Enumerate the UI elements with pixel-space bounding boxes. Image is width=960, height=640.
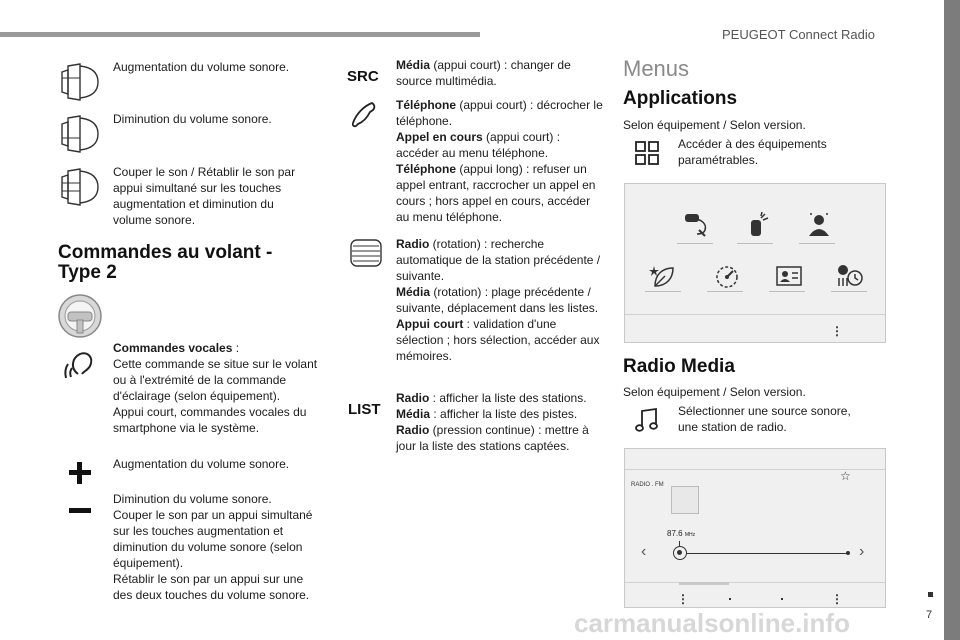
page-square-mark — [928, 592, 933, 597]
menus-title: Menus — [623, 56, 690, 81]
thumbwheel-text — [396, 236, 606, 364]
app-climate-clock-icon — [835, 262, 865, 290]
voice-command-bold: Commandes vocales — [113, 341, 233, 355]
app-gauge-icon — [713, 262, 741, 290]
list-label: LIST — [348, 401, 381, 418]
phone-desc-3: (appui long) : refuser un appel entrant, raccrocher un appel en cours ; hors appel en cours, accéder au menu téléphone. — [396, 162, 596, 224]
app-user-icon — [805, 210, 833, 238]
header-rule — [0, 32, 480, 37]
phone-bold-2: Appel en cours — [396, 130, 483, 144]
thumbwheel-bold-3: Appui court — [396, 317, 464, 331]
radio-source-more-icon[interactable]: ⋮ — [677, 592, 688, 606]
page-number: 7 — [926, 609, 933, 621]
previous-chevron-icon[interactable]: ‹ — [641, 543, 647, 560]
list-bold-2: Média — [396, 407, 431, 421]
voice-command-desc: Cette commande se situe sur le volant ou à l'extrémité de la commande d'éclairage (selon équipement). Appui court, commandes vocales du smartphone via le système. — [113, 357, 318, 435]
app-row2-line-4 — [831, 291, 867, 292]
app-row2-line-1 — [645, 291, 681, 292]
page-header-title: PEUGEOT Connect Radio — [722, 27, 875, 42]
right-margin-bar — [944, 0, 960, 640]
list-desc-2: : afficher la liste des pistes. — [430, 407, 578, 421]
radio-tab-indicator — [679, 582, 729, 585]
phone-desc-1: (appui court) : décrocher le téléphone. — [396, 98, 603, 128]
radio-screen-bottom-divider — [625, 582, 885, 583]
applications-intro: Selon équipement / Selon version. — [623, 118, 806, 132]
thumbwheel-bold-1: Radio — [396, 237, 430, 251]
volume-down-text-2: Diminution du volume sonore. Couper le son par un appui simultané sur les touches augmentation et diminution du volume sonore (selon équipement). Rétablir le son par un appui sur une des deux touches du volume sonore. — [113, 492, 313, 602]
mute-text: Couper le son / Rétablir le son par appui simultané sur les touches augmentation et diminution du volume sonore. — [113, 165, 296, 227]
phone-bold-3: Téléphone — [396, 162, 457, 176]
watermark: carmanualsonline.info — [574, 608, 850, 638]
frequency-value — [667, 529, 695, 538]
list-desc-3: (pression continue) : mettre à jour la liste des stations captées. — [396, 423, 589, 453]
list-bold-1: Radio — [396, 391, 430, 405]
steering-wheel-icon — [56, 292, 104, 340]
thumbwheel-icon — [349, 238, 383, 268]
voice-command-colon: : — [232, 341, 240, 355]
app-row1-line-2 — [737, 243, 773, 244]
voice-command-icon — [60, 344, 100, 384]
section-title-wheel-controls — [58, 243, 272, 283]
thumbwheel-bold-2: Média — [396, 285, 431, 299]
plus-icon — [69, 462, 91, 484]
list-text — [396, 390, 606, 454]
radio-band-label: RADIO . FM — [631, 482, 664, 488]
volume-up-text: Augmentation du volume sonore. — [113, 60, 290, 74]
app-car-icon — [743, 210, 771, 238]
mute-icon — [58, 167, 102, 207]
src-bold: Média — [396, 58, 431, 72]
next-chevron-icon[interactable]: › — [859, 543, 865, 560]
thumbwheel-desc-2: (rotation) : plage précédente / suivante, déplacement dans les listes. — [396, 285, 599, 315]
radio-media-title: Radio Media — [623, 356, 735, 377]
volume-up-icon — [58, 62, 102, 102]
src-label: SRC — [347, 68, 379, 85]
app-leaf-icon — [649, 262, 677, 290]
volume-up-text-2: Augmentation du volume sonore. — [113, 457, 290, 471]
frequency-slider-handle[interactable] — [673, 546, 687, 560]
list-bold-3: Radio — [396, 423, 430, 437]
app-row1-line-3 — [799, 243, 835, 244]
section-title-line-2: Type 2 — [58, 262, 117, 283]
station-artwork — [671, 486, 699, 514]
frequency-slider-track[interactable] — [680, 553, 848, 554]
volume-down-text: Diminution du volume sonore. — [113, 112, 272, 126]
music-note-icon — [634, 407, 660, 433]
radio-dot-2[interactable] — [781, 598, 783, 600]
phone-bold-1: Téléphone — [396, 98, 457, 112]
section-title-line-1: Commandes au volant - — [58, 242, 273, 263]
applications-title: Applications — [623, 88, 738, 109]
applications-screen — [624, 183, 886, 343]
thumbwheel-desc-3: : validation d'une sélection ; hors sélection, accéder aux mémoires. — [396, 317, 600, 363]
apps-grid-icon — [635, 141, 659, 165]
radio-screen — [624, 448, 886, 608]
app-row1-line-1 — [677, 243, 713, 244]
applications-desc: Accéder à des équipements paramétrables. — [678, 137, 827, 167]
volume-down-icon — [58, 114, 102, 154]
src-desc: (appui court) : changer de source multimédia. — [396, 58, 571, 88]
frequency-number: 87.6 — [667, 529, 683, 538]
phone-desc-2: (appui court) : accéder au menu téléphone. — [396, 130, 561, 160]
apps-screen-divider — [625, 314, 885, 315]
voice-command-text — [113, 340, 318, 436]
list-desc-1: : afficher la liste des stations. — [429, 391, 587, 405]
radio-more-icon[interactable]: ⋮ — [831, 592, 842, 606]
minus-icon — [69, 508, 91, 513]
phone-text — [396, 97, 606, 225]
phone-icon — [352, 100, 378, 128]
radio-media-desc: Sélectionner une source sonore, une station de radio. — [678, 404, 851, 434]
app-row2-line-2 — [707, 291, 743, 292]
app-profile-card-icon — [775, 264, 803, 288]
favorite-star-icon[interactable]: ☆ — [840, 469, 851, 483]
radio-media-intro: Selon équipement / Selon version. — [623, 385, 806, 399]
apps-more-icon[interactable]: ⋮ — [831, 324, 842, 338]
frequency-slider-end — [846, 551, 850, 555]
app-connected-nav-icon — [683, 210, 711, 238]
src-text — [396, 57, 606, 89]
radio-dot-1[interactable] — [729, 598, 731, 600]
app-row2-line-3 — [769, 291, 805, 292]
frequency-unit: MHz — [684, 532, 696, 538]
thumbwheel-desc-1: (rotation) : recherche automatique de la station précédente / suivante. — [396, 237, 601, 283]
